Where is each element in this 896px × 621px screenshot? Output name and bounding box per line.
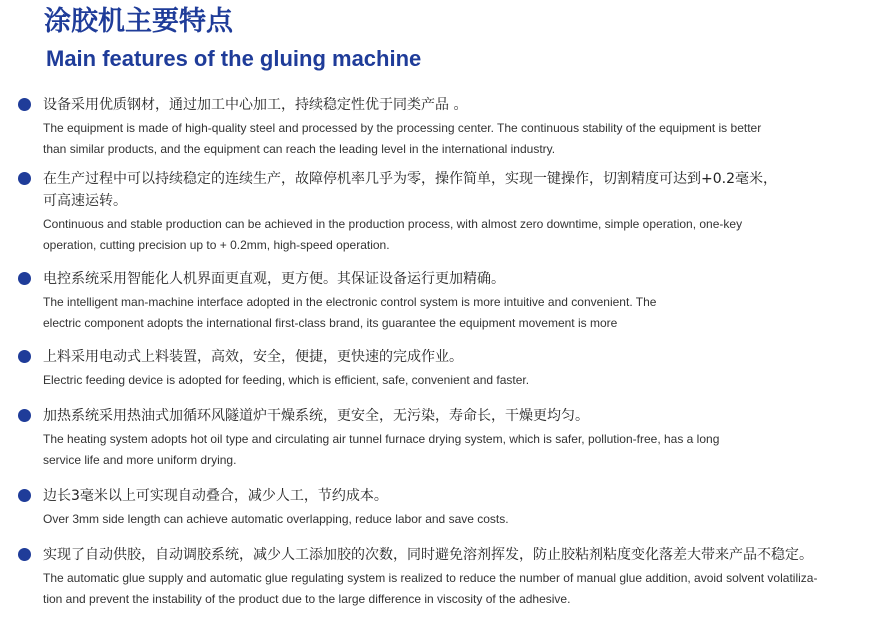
feature-item (18, 544, 888, 610)
feature-text-english-line: Over 3mm side length can achieve automatic overlapping, reduce labor and save costs. (43, 512, 509, 526)
bullet-icon (18, 350, 31, 363)
feature-text-english (43, 509, 888, 530)
feature-text-english (43, 568, 888, 610)
feature-text-english (43, 429, 888, 471)
page-title-chinese: 涂胶机主要特点 (44, 6, 233, 37)
feature-text-english-line: electric component adopts the international first-class brand, its guarantee the equipment movement is more (43, 316, 618, 330)
page-title-english: Main features of the gluing machine (46, 46, 422, 71)
feature-text-english-line: The automatic glue supply and automatic glue regulating system is realized to reduce the number of manual glue addition, avoid solvent volatiliza- (43, 571, 818, 585)
feature-item (18, 485, 888, 530)
feature-text-chinese-line: 可高速运转。 (43, 193, 127, 209)
feature-item (18, 405, 888, 471)
bullet-icon (18, 489, 31, 502)
feature-item (18, 94, 888, 160)
feature-text-english-line: The intelligent man-machine interface adopted in the electronic control system is more intuitive and convenient. The (43, 295, 657, 309)
feature-text-chinese (43, 485, 888, 507)
feature-text-english-line: tion and prevent the instability of the product due to the large difference in viscosity of the adhesive. (43, 592, 571, 606)
feature-text-english-line: The heating system adopts hot oil type and circulating air tunnel furnace drying system, which is safer, pollution-free, has a long (43, 432, 720, 446)
feature-text-chinese (43, 544, 888, 566)
feature-item (18, 346, 888, 391)
feature-text-english (43, 292, 888, 334)
bullet-icon (18, 172, 31, 185)
feature-text-chinese-line: 在生产过程中可以持续稳定的连续生产，故障停机率几乎为零，操作简单，实现一键操作，切割精度可达到+0.2毫米， (43, 171, 777, 187)
feature-text-chinese (43, 268, 888, 290)
feature-item (18, 268, 888, 334)
feature-text-chinese (43, 405, 888, 427)
feature-text-chinese (43, 94, 888, 116)
feature-text-english-line: The equipment is made of high-quality steel and processed by the processing center. The continuous stability of the equipment is better (43, 121, 762, 135)
feature-text-chinese-line: 电控系统采用智能化人机界面更直观，更方便。其保证设备运行更加精确。 (43, 271, 505, 287)
bullet-icon (18, 409, 31, 422)
feature-text-chinese-line: 上料采用电动式上料装置，高效，安全，便捷，更快速的完成作业。 (43, 349, 463, 365)
feature-text-english-line: service life and more uniform drying. (43, 453, 237, 467)
feature-text-english-line: than similar products, and the equipment can reach the leading level in the international industry. (43, 142, 556, 156)
feature-item (18, 168, 888, 256)
bullet-icon (18, 98, 31, 111)
bullet-icon (18, 548, 31, 561)
feature-text-english-line: Electric feeding device is adopted for feeding, which is efficient, safe, convenient and faster. (43, 373, 530, 387)
feature-text-english (43, 370, 888, 391)
feature-text-english (43, 118, 888, 160)
feature-text-english-line: operation, cutting precision up to + 0.2mm, high-speed operation. (43, 238, 390, 252)
feature-text-chinese-line: 设备采用优质钢材，通过加工中心加工，持续稳定性优于同类产品 。 (43, 97, 468, 113)
feature-text-chinese-line: 实现了自动供胶，自动调胶系统，减少人工添加胶的次数，同时避免溶剂挥发，防止胶粘剂粘度变化落差大带来产品不稳定。 (43, 547, 813, 563)
feature-text-chinese-line: 边长3毫米以上可实现自动叠合，减少人工，节约成本。 (43, 488, 388, 504)
feature-text-chinese (43, 168, 888, 212)
feature-text-english (43, 214, 888, 256)
bullet-icon (18, 272, 31, 285)
feature-text-chinese-line: 加热系统采用热油式加循环风隧道炉干燥系统，更安全，无污染，寿命长，干燥更均匀。 (43, 408, 589, 424)
feature-text-english-line: Continuous and stable production can be achieved in the production process, with almost zero downtime, simple operation, one-key (43, 217, 743, 231)
feature-text-chinese (43, 346, 888, 368)
